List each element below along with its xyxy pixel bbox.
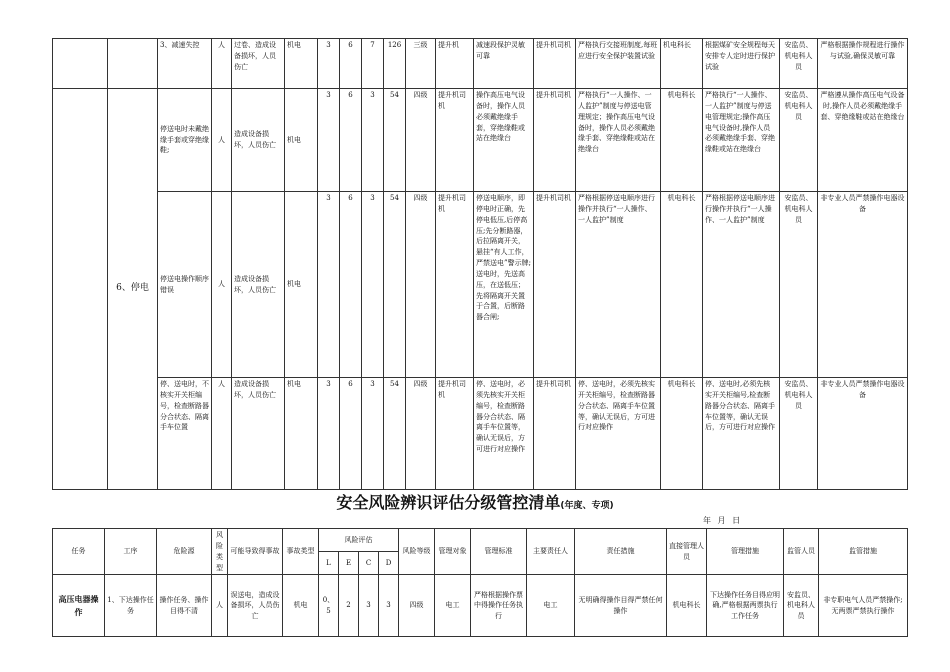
header-accident-type: 事故类型: [283, 529, 319, 575]
hazard-cell: 操作任务、操作目得不清: [157, 575, 212, 637]
risk-grade-cell: 四级: [406, 378, 436, 490]
e-cell: 6: [340, 39, 362, 89]
risk-grade-cell: 四级: [399, 575, 435, 637]
header-supervisor: 监管人员: [784, 529, 819, 575]
table-row: [53, 192, 908, 378]
resp-person-cell: 电工: [527, 575, 575, 637]
l-cell: 3: [318, 89, 340, 192]
l-cell: 3: [318, 39, 340, 89]
resp-person-cell: 提升机司机: [534, 39, 576, 89]
header-risk-eval: 风险评估: [319, 529, 399, 552]
risk-table: [52, 528, 908, 637]
consequence-cell: 误送电，造成设备损坏，人员伤亡: [228, 575, 283, 637]
direct-manager-cell: 机电科长: [661, 89, 703, 192]
mgmt-measure-cell: 停、送电时,必须先核实开关柜编号,检查断路器分合状态、隔离手车位置等，确认无误后，方可进行对应操作: [703, 378, 780, 490]
object-cell: 提升机司机: [436, 89, 474, 192]
c-cell: 3: [362, 192, 384, 378]
object-cell: 电工: [435, 575, 471, 637]
header-row: [53, 529, 908, 552]
supervisor-cell: 安监员、机电科人员: [784, 575, 819, 637]
header-mgmt-measure: 管理措施: [707, 529, 784, 575]
step-cell: 3、减速失控: [158, 39, 212, 89]
object-cell: 提升机司机: [436, 192, 474, 378]
header-task: 任务: [53, 529, 105, 575]
e-cell: 6: [340, 192, 362, 378]
standard-cell: 减速段保护灵敏可靠: [474, 39, 534, 89]
risk-type-cell: 人: [212, 575, 228, 637]
e-cell: 6: [340, 378, 362, 490]
resp-measure-cell: 严格执行“一人操作、一人监护”制度与停送电管理规定；操作高压电气设备时，操作人员必须戴绝缘手套、穿绝缘鞋或站在绝缘台: [576, 89, 661, 192]
header-hazard: 危险源: [157, 529, 212, 575]
header-resp-person: 主要责任人: [527, 529, 575, 575]
risk-grade-cell: 四级: [406, 89, 436, 192]
consequence-cell: 造成设备损坏，人员伤亡: [232, 89, 285, 192]
header-sup-measure: 监管措施: [819, 529, 908, 575]
c-cell: 3: [362, 378, 384, 490]
accident-type-cell: 机电: [285, 192, 318, 378]
table-row: [53, 575, 908, 637]
risk-grade-cell: 三级: [406, 39, 436, 89]
step-cell: 1、下达操作任务: [105, 575, 157, 637]
object-cell: 提升机司机: [436, 378, 474, 490]
resp-person-cell: 提升机司机: [534, 378, 576, 490]
direct-manager-cell: 机电科长: [667, 575, 707, 637]
risk-table-continued: [52, 38, 908, 490]
title-sub: (年度、专项): [560, 501, 614, 511]
task-cell: [53, 89, 108, 490]
accident-type-cell: 机电: [283, 575, 319, 637]
header-c: C: [359, 552, 379, 575]
header-l: L: [319, 552, 339, 575]
header-consequence: 可能导致得事故: [228, 529, 283, 575]
resp-measure-cell: 停、送电时，必须先核实开关柜编号，检查断路器分合状态、隔离手车位置等，确认无误后，方可进行对应操作: [576, 378, 661, 490]
l-cell: 0、5: [319, 575, 339, 637]
resp-person-cell: 提升机司机: [534, 192, 576, 378]
resp-measure-cell: 无明确得操作目得严禁任何操作: [575, 575, 667, 637]
risk-grade-cell: 四级: [406, 192, 436, 378]
header-step: 工序: [105, 529, 157, 575]
resp-measure-cell: 严格根据停送电顺序进行操作并执行“一人操作、一人监护”制度: [576, 192, 661, 378]
standard-cell: 严格根据操作票中得操作任务执行: [471, 575, 527, 637]
section-cell: [108, 39, 158, 89]
header-standard: 管理标准: [471, 529, 527, 575]
header-d: D: [379, 552, 399, 575]
standard-cell: 停送电顺序，即停电时正确，先停电低压,后停高压;先分断路器，后拉隔离开关，悬挂“有人工作，严禁送电”警示牌;送电时，先送高压，在送低压；先将隔离开关置于合置，后断路器合闸;: [474, 192, 534, 378]
title-main: 安全风险辨识评估分级管控清单: [336, 493, 561, 512]
header-risk-grade: 风险等级: [399, 529, 435, 575]
accident-type-cell: 机电: [285, 378, 318, 490]
step-cell: 停送电操作顺序错误: [158, 192, 212, 378]
standard-cell: 操作高压电气设备时，操作人员必须戴绝缘手套，穿绝缘鞋或站在绝缘台: [474, 89, 534, 192]
step-cell: 停送电时未戴绝缘手套或穿绝缘鞋;: [158, 89, 212, 192]
sup-measure-cell: 非专职电气人员严禁操作;无两票严禁执行操作: [819, 575, 908, 637]
hazard-source-cell: 人: [212, 39, 232, 89]
supervisor-cell: 安监员、机电科人员: [780, 39, 818, 89]
consequence-cell: 过卷、造成设备损坏，人员伤亡: [232, 39, 285, 89]
hazard-source-cell: 人: [212, 378, 232, 490]
l-cell: 3: [318, 192, 340, 378]
direct-manager-cell: 机电科长: [661, 39, 703, 89]
e-cell: 6: [340, 89, 362, 192]
header-resp-measure: 责任措施: [575, 529, 667, 575]
step-cell: 停、送电时，不核实开关柜编号，检查断路器分合状态、隔离手车位置: [158, 378, 212, 490]
header-direct-manager: 直接管理人员: [667, 529, 707, 575]
c-cell: 3: [362, 89, 384, 192]
consequence-cell: 造成设备损坏，人员伤亡: [232, 378, 285, 490]
header-risk-type: 风险类型: [212, 529, 228, 575]
sup-measure-cell: 非专业人员严禁操作电器设备: [818, 378, 908, 490]
d-cell: 54: [384, 89, 406, 192]
l-cell: 3: [318, 378, 340, 490]
task-cell: 高压电器操作: [53, 575, 105, 637]
section-label: 6、停电: [108, 89, 158, 490]
date-line: 年 月 日: [703, 516, 743, 525]
document-title: [0, 490, 950, 513]
supervisor-cell: 安监员、机电科人员: [780, 378, 818, 490]
supervisor-cell: 安监员、机电科人员: [780, 89, 818, 192]
c-cell: 3: [359, 575, 379, 637]
header-object: 管理对象: [435, 529, 471, 575]
consequence-cell: 造成设备损坏，人员伤亡: [232, 192, 285, 378]
mgmt-measure-cell: 根据煤矿安全规程每天安排专人定时进行保护试验: [703, 39, 780, 89]
direct-manager-cell: 机电科长: [661, 192, 703, 378]
accident-type-cell: 机电: [285, 39, 318, 89]
sup-measure-cell: 严格遵从操作高压电气设备时,操作人员必须戴绝缘手套、穿绝缘鞋或站在绝缘台: [818, 89, 908, 192]
d-cell: 126: [384, 39, 406, 89]
table-row: [53, 89, 908, 192]
header-e: E: [339, 552, 359, 575]
hazard-source-cell: 人: [212, 192, 232, 378]
table-row: [53, 39, 908, 89]
e-cell: 2: [339, 575, 359, 637]
direct-manager-cell: 机电科长: [661, 378, 703, 490]
d-cell: 3: [379, 575, 399, 637]
mgmt-measure-cell: 严格根据停送电顺序进行操作并执行“一人操作、一人监护”制度: [703, 192, 780, 378]
table-row: [53, 378, 908, 490]
object-cell: 提升机: [436, 39, 474, 89]
accident-type-cell: 机电: [285, 89, 318, 192]
d-cell: 54: [384, 192, 406, 378]
resp-measure-cell: 严格执行交接班制度,每班应进行安全保护装置试验: [576, 39, 661, 89]
d-cell: 54: [384, 378, 406, 490]
mgmt-measure-cell: 严格执行“一人操作、一人监护”制度与停送电管理规定;操作高压电气设备时,操作人员必须戴绝缘手套、穿绝缘鞋或站在绝缘台: [703, 89, 780, 192]
resp-person-cell: 提升机司机: [534, 89, 576, 192]
hazard-source-cell: 人: [212, 89, 232, 192]
sup-measure-cell: 非专业人员严禁操作电器设备: [818, 192, 908, 378]
c-cell: 7: [362, 39, 384, 89]
task-cell: [53, 39, 108, 89]
standard-cell: 停、送电时，必须先核实开关柜编号，检查断路器分合状态、隔离手车位置等，确认无误后，方可进行对应操作: [474, 378, 534, 490]
supervisor-cell: 安监员、机电科人员: [780, 192, 818, 378]
sup-measure-cell: 严格根据操作规程进行操作与试验,确保灵敏可靠: [818, 39, 908, 89]
mgmt-measure-cell: 下达操作任务目得应明确,严格根据两票执行工作任务: [707, 575, 784, 637]
